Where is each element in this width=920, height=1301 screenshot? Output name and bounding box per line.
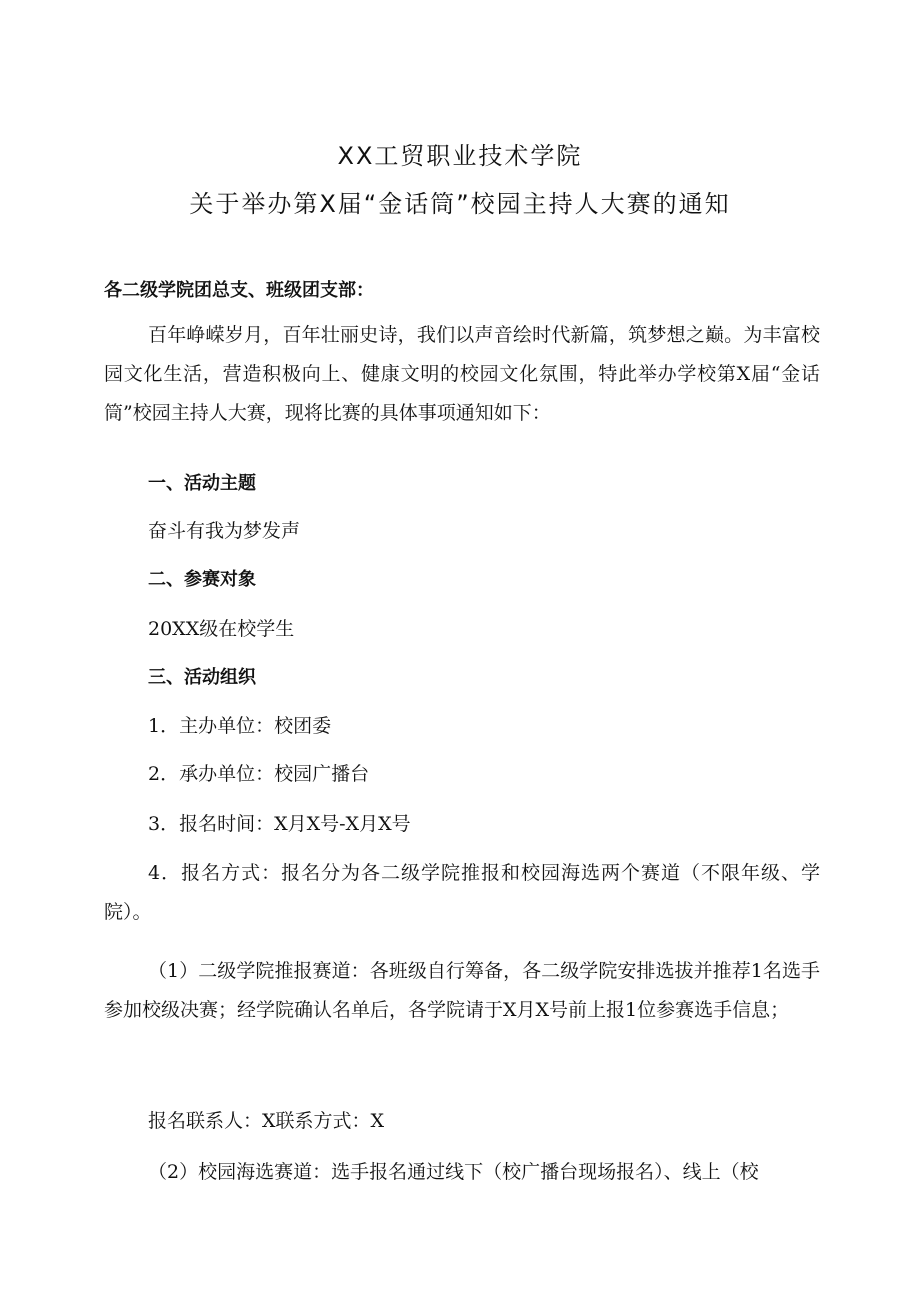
document-title-school: XX工贸职业技术学院 (337, 142, 583, 170)
salutation: 各二级学院团总支、班级团支部： (104, 280, 374, 301)
contact-line: 报名联系人：X联系方式：X (148, 1110, 385, 1132)
section-content-participants: 20XX级在校学生 (148, 618, 295, 640)
org-item-host: 1．主办单位：校团委 (148, 715, 332, 737)
document-title-notice: 关于举办第X届“金话筒”校园主持人大赛的通知 (189, 190, 731, 218)
section-heading-organization: 三、活动组织 (148, 667, 256, 688)
track-college-recommendation: （1）二级学院推报赛道：各班级自行筹备，各二级学院安排选拔并推荐1名选手参加校级决赛；经学院确认名单后，各学院请于X月X号前上报1位参赛选手信息； (104, 960, 820, 1021)
org-item-registration-time: 3．报名时间：X月X号-X月X号 (148, 813, 411, 835)
section-content-theme: 奋斗有我为梦发声 (148, 520, 301, 542)
section-heading-theme: 一、活动主题 (148, 473, 256, 494)
track-campus-audition: （2）校园海选赛道：选手报名通过线下（校广播台现场报名）、线上（校 (148, 1161, 759, 1183)
intro-paragraph: 百年峥嵘岁月，百年壮丽史诗，我们以声音绘时代新篇，筑梦想之巅。为丰富校园文化生活，营造积极向上、健康文明的校园文化氛围，特此举办学校第X届“金话筒”校园主持人大赛，现将比赛的具体事项通知如下： (104, 324, 820, 424)
section-heading-participants: 二、参赛对象 (148, 569, 256, 590)
org-item-registration-method: 4．报名方式：报名分为各二级学院推报和校园海选两个赛道（不限年级、学院）。 (104, 862, 820, 923)
org-item-organizer: 2．承办单位：校园广播台 (148, 763, 370, 785)
